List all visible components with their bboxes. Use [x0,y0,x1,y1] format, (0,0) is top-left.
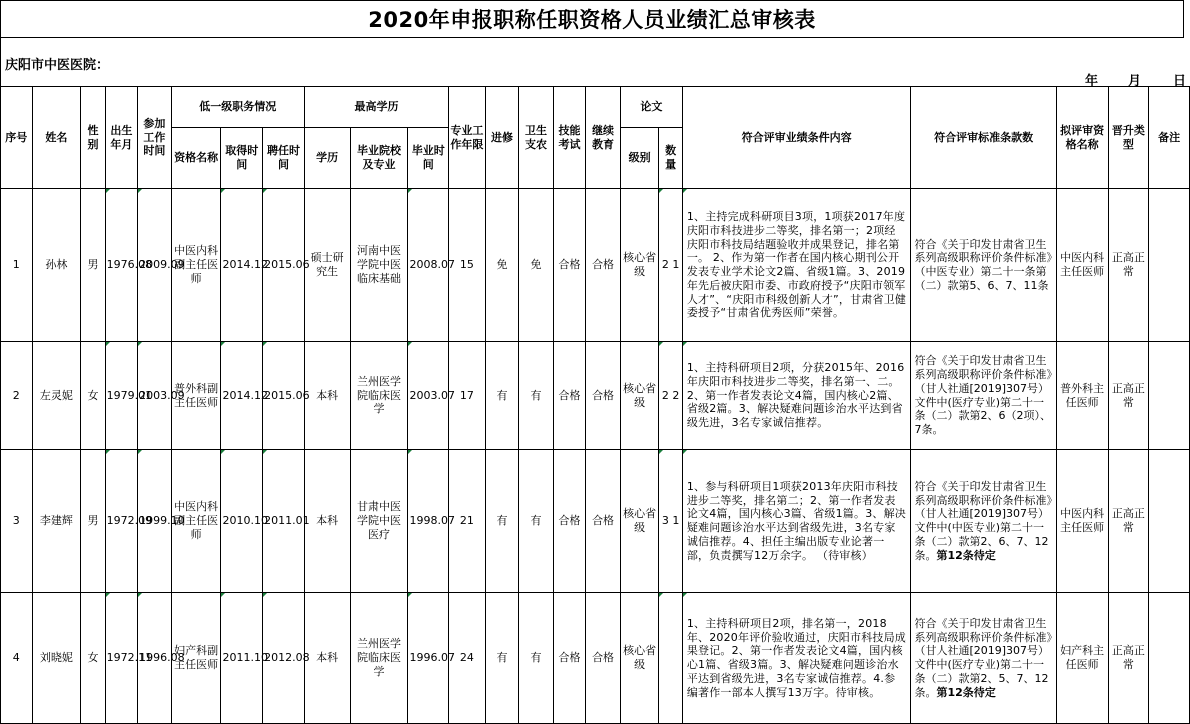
row-cont-edu: 合格 [586,342,621,450]
date-year-label: 年 [1085,74,1099,89]
row-standard-tail: 第12条待定 [936,548,996,562]
row-school-major: 甘肃中医学院中医医疗 [350,450,408,593]
row-grad-time: 2003.07 [408,342,449,450]
row-standard [911,593,1056,724]
row-standard-tail: 第12条待定 [936,685,996,699]
row-gender: 男 [81,189,105,342]
row-work-start: 1996.08 [138,593,172,724]
row-study: 有 [485,342,519,450]
header-skill: 技能考试 [553,87,586,189]
row-skill: 合格 [553,189,586,342]
row-name: 李建辉 [32,450,81,593]
row-support: 有 [519,593,554,724]
row-content: 1、参与科研项目1项获2013年庆阳市科技进步二等奖，排名第二；2、第一作者发表论文4篇，国内核心3篇、省级1篇。3、解决疑难问题诊治水平达到省级先进，3名专家诚信推荐。4、担任主编出版专业论著一部，负责撰写12万余字。 （待审核） [682,450,911,593]
header-cert-name: 资格名称 [171,128,221,189]
row-study: 有 [485,593,519,724]
page-title: 2020年申报职称任职资格人员业绩汇总审核表 [0,0,1184,38]
header-school-major: 毕业院校及专业 [350,128,408,189]
row-standard [911,189,1056,342]
row-grad-time: 1998.07 [408,450,449,593]
header-proposed: 拟评审资格名称 [1056,87,1108,189]
row-work-start: 1999.10 [138,450,172,593]
row-hire-time: 2011.01 [263,450,305,593]
row-name: 孙林 [32,189,81,342]
row-content: 1、主持完成科研项目3项，1项获2017年度庆阳市科技进步二等奖，排名第一；2项经庆阳市科技局结题验收并成果登记，排名第一。 2、作为第一作者在国内核心期刊公开发表专业学术论文2篇、省级1篇。3、2019年先后被庆阳市委、市政府授予“庆阳市领军人才”、“庆阳市科级创新人才”，甘肃省卫健委授予“甘肃省优秀医师”荣誉。 [682,189,911,342]
row-skill: 合格 [553,593,586,724]
header-info [0,38,1190,89]
header-work-start: 参加工作时间 [138,87,172,189]
row-obtain-time: 2014.12 [221,342,263,450]
row-proposed: 普外科主任医师 [1056,342,1108,450]
header-remark: 备注 [1149,87,1190,189]
row-standard [911,450,1056,593]
row-seq: 1 [1,189,33,342]
row-promo-type: 正高正常 [1108,189,1149,342]
row-hire-time: 2015.06 [263,342,305,450]
row-years: 21 [449,450,486,593]
row-obtain-time: 2014.12 [221,189,263,342]
header-name: 姓名 [32,87,81,189]
row-name: 刘晓妮 [32,593,81,724]
row-seq: 3 [1,450,33,593]
row-skill: 合格 [553,450,586,593]
row-years: 15 [449,189,486,342]
row-birth: 1979.01 [105,342,138,450]
row-standard-text: 符合《关于印发甘肃省卫生系列高级职称评价条件标准》（中医专业）第二十一条第（二）款第5、6、7、11条 [914,237,1052,292]
row-study: 免 [485,189,519,342]
row-cert-name: 妇产科副主任医师 [171,593,221,724]
row-cert-name: 中医内科副主任医师 [171,450,221,593]
row-remark [1149,450,1190,593]
row-promo-type: 正高正常 [1108,342,1149,450]
row-level: 核心省级 [620,189,659,342]
header-birth: 出生年月 [105,87,138,189]
row-obtain-time: 2010.10 [221,450,263,593]
header-seq: 序号 [1,87,33,189]
row-seq: 2 [1,342,33,450]
header-content: 符合评审业绩条件内容 [682,87,911,189]
header-degree: 学历 [304,128,350,189]
row-remark [1149,342,1190,450]
header-obtain-time: 取得时间 [221,128,263,189]
row-proposed: 中医内科主任医师 [1056,450,1108,593]
row-gender: 女 [81,342,105,450]
row-seq: 4 [1,593,33,724]
row-remark [1149,593,1190,724]
header-years: 专业工作年限 [449,87,486,189]
row-level: 核心省级 [620,593,659,724]
row-count: 2 1 [659,189,682,342]
row-standard-text: 符合《关于印发甘肃省卫生系列高级职称评价条件标准》（甘人社通[2019]307号）文件中(医疗专业)第二十一条（二）款第2、6（2项）、7条。 [914,354,1052,436]
row-birth: 1972.11 [105,593,138,724]
row-degree: 本科 [304,450,350,593]
table-row [1,189,1190,342]
header-gender: 性别 [81,87,105,189]
row-hire-time: 2015.06 [263,189,305,342]
row-support: 有 [519,342,554,450]
row-work-start: 2009.09 [138,189,172,342]
header-hire-time: 聘任时间 [263,128,305,189]
header-level: 级别 [620,128,659,189]
row-cert-name: 普外科副主任医师 [171,342,221,450]
header-grad-time: 毕业时间 [408,128,449,189]
row-school-major: 兰州医学院临床医学 [350,342,408,450]
row-promo-type: 正高正常 [1108,450,1149,593]
row-content: 1、主持科研项目2项，分获2015年、2016年庆阳市科技进步二等奖，排名第一、二。2、第一作者发表论文4篇，国内核心2篇、省级2篇。3、解决疑难问题诊治水平达到省级先进，3名专家诚信推荐。 [682,342,911,450]
row-support: 有 [519,450,554,593]
row-degree: 硕士研究生 [304,189,350,342]
row-content: 1、主持科研项目2项，排名第一，2018年、2020年评价验收通过，庆阳市科技局成果登记。2、第一作者发表论文4篇，国内核心1篇、省级3篇。3、解决疑难问题诊治水平达到省级先进，3名专家诚信推荐。4.参编著作一部本人撰写13万字。待审核。 [682,593,911,724]
row-count: 3 1 [659,450,682,593]
row-cont-edu: 合格 [586,189,621,342]
row-standard-text: 符合《关于印发甘肃省卫生系列高级职称评价条件标准》（甘人社通[2019]307号）文件中(中医专业)第二十一条（二）款第2、6、7、12条。 [914,479,1052,562]
row-gender: 女 [81,593,105,724]
header-standard: 符合评审标准条款数 [911,87,1056,189]
row-degree: 本科 [304,593,350,724]
row-years: 17 [449,342,486,450]
row-years: 24 [449,593,486,724]
row-degree: 本科 [304,342,350,450]
row-grad-time: 2008.07 [408,189,449,342]
header-paper-group: 论文 [620,87,682,128]
row-cont-edu: 合格 [586,450,621,593]
table-row [1,450,1190,593]
row-proposed: 中医内科主任医师 [1056,189,1108,342]
row-study: 有 [485,450,519,593]
row-grad-time: 1996.07 [408,593,449,724]
row-skill: 合格 [553,342,586,450]
header-support: 卫生支农 [519,87,554,189]
header-study: 进修 [485,87,519,189]
row-hire-time: 2012.08 [263,593,305,724]
row-level: 核心省级 [620,342,659,450]
row-name: 左灵妮 [32,342,81,450]
hospital-name: 庆阳市中医医院： [5,58,110,73]
date-day-label: 日 [1173,74,1187,89]
header-low-title-group: 低一级职务情况 [171,87,304,128]
header-count: 数量 [659,128,682,189]
row-obtain-time: 2011.10 [221,593,263,724]
row-work-start: 2003.09 [138,342,172,450]
header-cont-edu: 继续教育 [586,87,621,189]
row-standard [911,342,1056,450]
row-support: 免 [519,189,554,342]
header-promo-type: 晋升类型 [1108,87,1149,189]
review-table [0,86,1190,724]
table-row [1,593,1190,724]
date-month-label: 月 [1128,74,1142,89]
row-birth: 1972.09 [105,450,138,593]
row-remark [1149,189,1190,342]
row-birth: 1976.08 [105,189,138,342]
row-cert-name: 中医内科副主任医师 [171,189,221,342]
row-promo-type: 正高正常 [1108,593,1149,724]
row-gender: 男 [81,450,105,593]
row-level: 核心省级 [620,450,659,593]
row-proposed: 妇产科主任医师 [1056,593,1108,724]
row-count: 2 2 [659,342,682,450]
table-row [1,342,1190,450]
row-standard-text: 符合《关于印发甘肃省卫生系列高级职称评价条件标准》（甘人社通[2019]307号）文件中(医疗专业)第二十一条（二）款第2、5、7、12条。 [914,616,1052,699]
row-count [659,593,682,724]
row-cont-edu: 合格 [586,593,621,724]
row-school-major: 兰州医学院临床医学 [350,593,408,724]
header-edu-group: 最高学历 [304,87,448,128]
row-school-major: 河南中医学院中医临床基础 [350,189,408,342]
